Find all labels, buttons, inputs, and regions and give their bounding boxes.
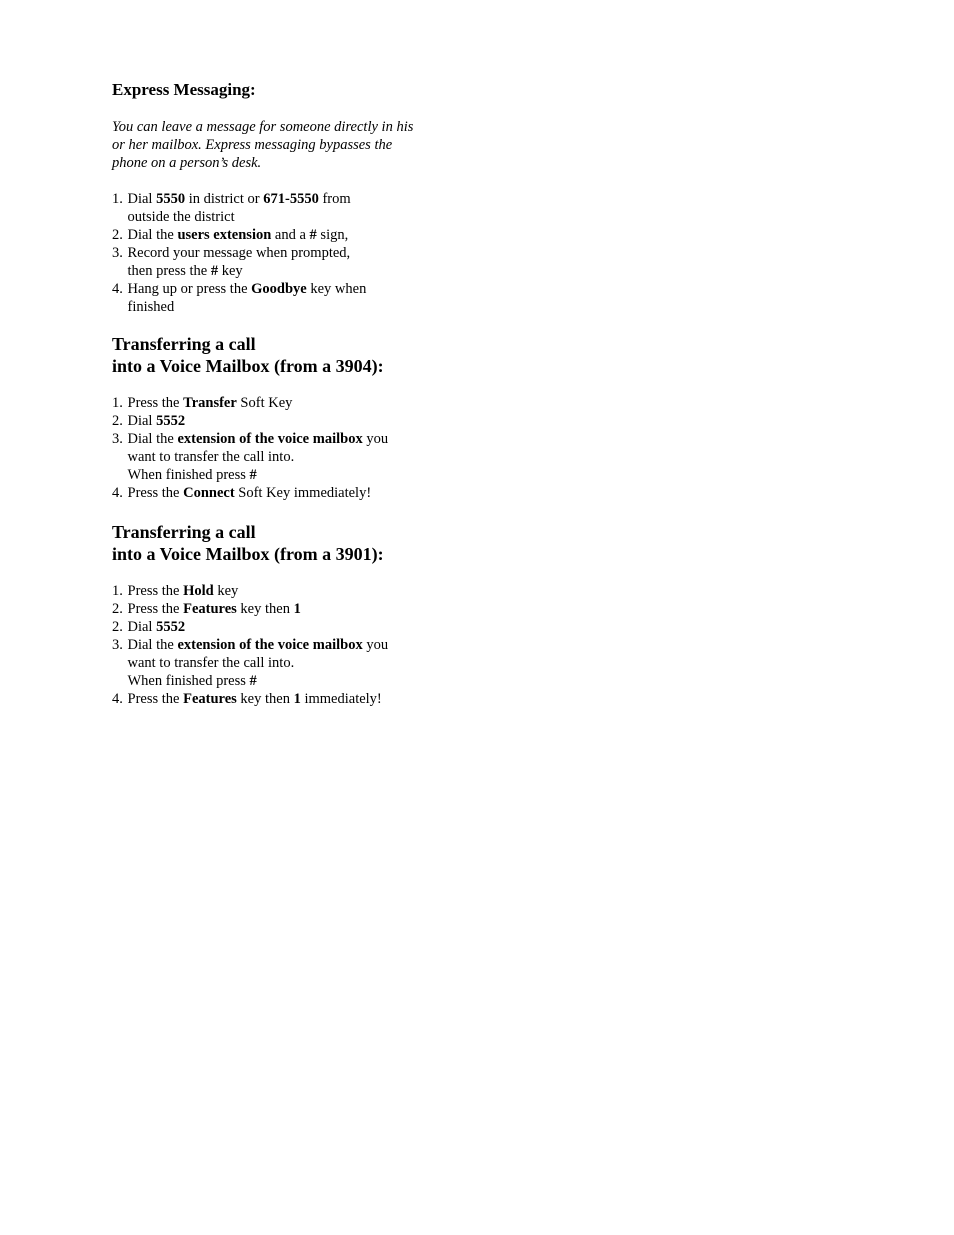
emphasis-text: # [210, 263, 219, 279]
step-text [128, 600, 301, 618]
step-text [128, 244, 351, 280]
plain-text: Dial [127, 191, 157, 207]
plain-text: Soft Key [236, 395, 293, 411]
transfer-3901-section [112, 521, 472, 708]
plain-text: outside the district [127, 209, 235, 225]
plain-text: key when [306, 281, 367, 297]
plain-text: Dial the [127, 227, 178, 243]
section-heading: Transferring a call into a Voice Mailbox (from a 3901): [112, 522, 384, 564]
emphasis-text: 5550 [156, 191, 186, 207]
plain-text: Press the [127, 485, 184, 501]
plain-text: Dial the [127, 637, 178, 653]
step-number: 4. [112, 691, 123, 707]
step-item [112, 690, 472, 708]
step-item [112, 394, 472, 412]
emphasis-text: 1 [293, 691, 301, 707]
step-line [128, 672, 389, 690]
steps-list [112, 190, 472, 316]
express-messaging-section [112, 79, 472, 316]
step-text [128, 636, 389, 690]
emphasis-text: Hold [183, 583, 214, 599]
plain-text: Dial the [127, 431, 178, 447]
emphasis-text: 5552 [156, 413, 186, 429]
emphasis-text: Transfer [183, 395, 237, 411]
step-line [128, 600, 301, 618]
step-item [112, 582, 472, 600]
step-line [128, 226, 349, 244]
section-heading: Express Messaging: [112, 80, 256, 99]
plain-text: you [362, 431, 389, 447]
emphasis-text: Features [183, 601, 237, 617]
step-text [128, 582, 239, 600]
step-number: 3. [112, 637, 123, 653]
step-text [128, 226, 349, 244]
step-item [112, 636, 472, 690]
step-item [112, 226, 472, 244]
step-line [128, 244, 351, 262]
section-intro: You can leave a message for someone directly in his or her mailbox. Express messaging bypasses the phone on a person’s desk. [112, 119, 414, 171]
transfer-3904-section [112, 333, 472, 502]
step-number: 1. [112, 583, 123, 599]
step-item [112, 412, 472, 430]
plain-text: finished [127, 299, 175, 315]
step-item [112, 280, 472, 316]
plain-text: Soft Key immediately! [234, 485, 372, 501]
plain-text: key [218, 263, 243, 279]
step-text [128, 190, 351, 226]
step-number: 4. [112, 485, 123, 501]
step-text [128, 394, 293, 412]
step-number: 2. [112, 413, 123, 429]
step-line [128, 582, 239, 600]
emphasis-text: 671-5550 [263, 191, 319, 207]
step-text [128, 484, 372, 502]
plain-text: in district or [185, 191, 264, 207]
step-line [128, 280, 367, 298]
plain-text: Press the [127, 691, 184, 707]
plain-text: When finished press [127, 467, 250, 483]
plain-text: key [213, 583, 239, 599]
step-number: 2. [112, 601, 123, 617]
step-item [112, 600, 472, 618]
emphasis-text: extension of the voice mailbox [177, 431, 363, 447]
step-number: 3. [112, 245, 123, 261]
step-line [128, 466, 389, 484]
plain-text: sign, [316, 227, 349, 243]
step-line [128, 484, 372, 502]
step-line [128, 394, 293, 412]
step-number: 1. [112, 395, 123, 411]
step-line [128, 412, 186, 430]
steps-list [112, 394, 472, 502]
step-line [128, 448, 389, 466]
plain-text: you [362, 637, 389, 653]
step-item [112, 190, 472, 226]
step-number: 3. [112, 431, 123, 447]
step-line [128, 208, 351, 226]
plain-text: immediately! [300, 691, 382, 707]
plain-text: Dial [127, 413, 157, 429]
plain-text: then press the [127, 263, 211, 279]
emphasis-text: # [249, 467, 257, 483]
step-line [128, 618, 186, 636]
step-line [128, 690, 382, 708]
step-line [128, 298, 367, 316]
emphasis-text: Goodbye [251, 281, 307, 297]
step-line [128, 654, 389, 672]
step-line [128, 262, 351, 280]
plain-text: from [318, 191, 351, 207]
emphasis-text: extension of the voice mailbox [177, 637, 363, 653]
plain-text: and a [271, 227, 310, 243]
step-item [112, 430, 472, 484]
plain-text: key then [236, 601, 294, 617]
plain-text: Press the [127, 583, 184, 599]
emphasis-text: Connect [183, 485, 235, 501]
step-text [128, 618, 186, 636]
step-text [128, 430, 389, 484]
plain-text: Dial [127, 619, 157, 635]
step-line [128, 190, 351, 208]
emphasis-text: # [309, 227, 317, 243]
plain-text: want to transfer the call into. [127, 655, 295, 671]
step-text [128, 412, 186, 430]
steps-list [112, 582, 472, 708]
emphasis-text: # [249, 673, 257, 689]
plain-text: Record your message when prompted, [127, 245, 351, 261]
step-number: 4. [112, 281, 123, 297]
step-line [128, 636, 389, 654]
plain-text: Press the [127, 601, 184, 617]
emphasis-text: users extension [177, 227, 272, 243]
plain-text: want to transfer the call into. [127, 449, 295, 465]
plain-text: When finished press [127, 673, 250, 689]
plain-text: key then [236, 691, 294, 707]
step-number: 2. [112, 227, 123, 243]
plain-text: Press the [127, 395, 184, 411]
plain-text: Hang up or press the [127, 281, 252, 297]
section-heading: Transferring a call into a Voice Mailbox (from a 3904): [112, 334, 384, 376]
step-text [128, 690, 382, 708]
step-text [128, 280, 367, 316]
step-item [112, 244, 472, 280]
step-number: 1. [112, 191, 123, 207]
emphasis-text: Features [183, 691, 237, 707]
emphasis-text: 1 [293, 601, 301, 617]
step-number: 2. [112, 619, 123, 635]
step-item [112, 484, 472, 502]
emphasis-text: 5552 [156, 619, 186, 635]
step-item [112, 618, 472, 636]
step-line [128, 430, 389, 448]
